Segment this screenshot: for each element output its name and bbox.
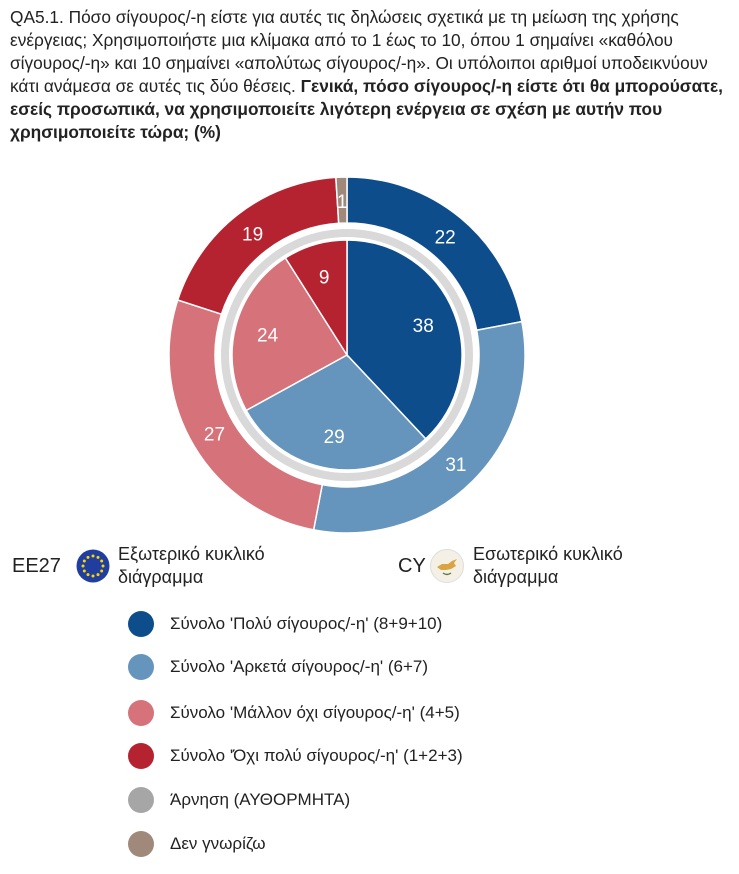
- legend-item-refusal: [128, 785, 350, 815]
- legend-dot: [128, 700, 154, 726]
- legend-item-not-very-sure: [128, 741, 463, 771]
- legend-item-dont-know: [128, 829, 266, 859]
- outer-ring-code: EE27: [12, 555, 61, 577]
- legend-label: Σύνολο 'Μάλλον όχι σίγουρος/-η' (4+5): [170, 703, 460, 722]
- question-main: QA5.1. Πόσο σίγουρος/-η είστε για αυτές τις δηλώσεις σχετικά με τη μείωση της χρήσης ενέργειας; Χρησιμοποιήστε μια κλίμακα από το 1 έως το 10, όπου 1 σημαίνει «καθόλου σίγουρος/-η» και 10 σημαίνει «απολύτως σίγουρος/-η». Οι υπόλοιποι αριθμοί υποδεικνύουν κάτι ανάμεσα σε αυτές τις δύο θέσεις.: [10, 7, 708, 96]
- outer-ring-value-label: 27: [203, 424, 226, 446]
- legend-label: Σύνολο 'Αρκετά σίγουρος/-η' (6+7): [170, 657, 429, 676]
- inner-ring-label: Εσωτερικό κυκλικό διάγραμμα: [473, 544, 623, 587]
- question-bold: Γενικά, πόσο σίγουρος/-η είστε ότι θα μπορούσατε, εσείς προσωπικά, να χρησιμοποιείτε λιγότερη ενέργεια σε σχέση με αυτήν που χρησιμοποιείτε τώρα; (%): [10, 76, 723, 142]
- legend-label: Δεν γνωρίζω: [170, 834, 266, 853]
- legend-dot: [128, 654, 154, 680]
- legend-dot: [128, 787, 154, 813]
- inner-ring-value-label: 38: [412, 315, 434, 337]
- legend-item-rather-not-sure: [128, 698, 460, 728]
- inner-ring-value-label: 9: [318, 267, 330, 289]
- outer-ring-label: Εξωτερικό κυκλικό διάγραμμα: [118, 544, 265, 587]
- outer-ring-value-label: 31: [445, 454, 467, 476]
- outer-ring-value-label: 1: [336, 192, 348, 214]
- legend-item-fairly-sure: [128, 652, 428, 682]
- inner-ring-value-label: 24: [257, 325, 279, 347]
- legend-label: Σύνολο 'Όχι πολύ σίγουρος/-η' (1+2+3): [170, 746, 463, 765]
- legend-dot: [128, 611, 154, 637]
- outer-ring-value-label: 19: [242, 224, 264, 246]
- eu-flag-icon: [76, 549, 110, 583]
- legend-item-very-sure: [128, 609, 442, 639]
- inner-ring-value-label: 29: [323, 426, 345, 448]
- legend-label: Άρνηση (ΑΥΘΟΡΜΗΤΑ): [170, 790, 351, 809]
- outer-ring-value-label: 22: [434, 227, 456, 249]
- legend-label: Σύνολο 'Πολύ σίγουρος/-η' (8+9+10): [170, 614, 443, 633]
- legend-dot: [128, 831, 154, 857]
- inner-ring-code: CY: [398, 555, 426, 577]
- legend-dot: [128, 743, 154, 769]
- cyprus-flag-icon: [430, 549, 464, 583]
